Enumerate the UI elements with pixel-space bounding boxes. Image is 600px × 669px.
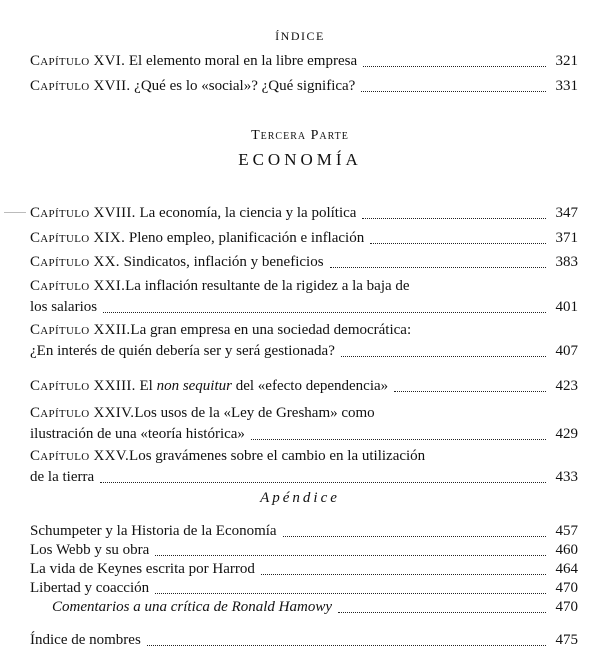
chapter-title-line2: ilustración de una «teoría histórica»	[30, 426, 245, 442]
toc-entry	[30, 403, 578, 445]
appendix-subtitle: Comentarios a una crítica de Ronald Hamowy	[52, 599, 332, 615]
chapter-number: Capítulo XIX.	[30, 230, 126, 246]
dot-leader	[251, 438, 546, 440]
chapter-number: Capítulo XVI.	[30, 53, 126, 69]
toc-entry	[30, 203, 578, 224]
dot-leader	[338, 611, 546, 613]
chapter-title: Pleno empleo, planificación e inflación	[128, 230, 365, 246]
page-number: 464	[555, 561, 578, 577]
appendix-title: Los Webb y su obra	[30, 542, 150, 558]
chapter-title: Sindicatos, inflación y beneficios	[123, 254, 324, 270]
page-number: 433	[555, 469, 578, 485]
chapter-number: Capítulo XXII.	[30, 322, 131, 338]
toc-entry	[30, 320, 578, 362]
scan-artifact-line	[4, 212, 26, 213]
page-number: 321	[555, 53, 578, 69]
dot-leader	[362, 217, 546, 219]
dot-leader	[341, 355, 546, 357]
page-number: 429	[555, 426, 578, 442]
dot-leader	[103, 311, 546, 313]
chapter-number: Capítulo XXI.	[30, 278, 126, 294]
appendix-title: La vida de Keynes escrita por Harrod	[30, 561, 255, 577]
dot-leader	[394, 390, 546, 392]
page-number: 475	[555, 632, 578, 648]
dot-leader	[361, 90, 546, 92]
chapter-number: Capítulo XVII.	[30, 78, 131, 94]
page-number: 347	[555, 205, 578, 221]
chapter-title-post: del «efecto dependencia»	[235, 378, 389, 394]
chapter-number: Capítulo XVIII.	[30, 205, 136, 221]
chapter-title-line2: de la tierra	[30, 469, 95, 485]
appendix-title: Schumpeter y la Historia de la Economía	[30, 523, 277, 539]
part-label: Tercera Parte	[251, 128, 349, 143]
toc-entry	[30, 630, 578, 651]
chapter-title-pre: El	[139, 378, 153, 394]
chapter-title-italic: non sequitur	[156, 378, 232, 394]
page-number: 470	[555, 599, 578, 615]
dot-leader	[147, 644, 546, 646]
chapter-title-line2: los salarios	[30, 299, 98, 315]
index-of-names: Índice de nombres	[30, 632, 141, 648]
chapter-title: La economía, la ciencia y la política	[139, 205, 357, 221]
dot-leader	[370, 242, 546, 244]
chapter-title-line1: La gran empresa en una sociedad democrática:	[130, 322, 412, 338]
toc-entry	[30, 252, 578, 273]
chapter-title: ¿Qué es lo «social»? ¿Qué significa?	[134, 78, 356, 94]
page-number: 371	[555, 230, 578, 246]
toc-entry	[30, 276, 578, 318]
dot-leader	[283, 535, 546, 537]
page-number: 470	[555, 580, 578, 596]
toc-entry	[30, 521, 578, 542]
dot-leader	[100, 481, 546, 483]
part-title: ECONOMÍA	[238, 150, 362, 169]
toc-entry	[30, 578, 578, 599]
chapter-number: Capítulo XX.	[30, 254, 120, 270]
chapter-number: Capítulo XXV.	[30, 448, 130, 464]
chapter-number: Capítulo XXIII.	[30, 378, 136, 394]
toc-entry	[30, 446, 578, 488]
chapter-title-line1: Los gravámenes sobre el cambio en la utilización	[129, 448, 426, 464]
toc-entry	[30, 540, 578, 561]
toc-entry	[52, 597, 578, 618]
page-number: 460	[555, 542, 578, 558]
dot-leader	[330, 266, 546, 268]
page-number: 401	[555, 299, 578, 315]
dot-leader	[155, 554, 546, 556]
page-number: 457	[555, 523, 578, 539]
toc-entry	[30, 76, 578, 97]
page-number: 407	[555, 343, 578, 359]
chapter-title-line1: Los usos de la «Ley de Gresham» como	[134, 405, 375, 421]
toc-entry	[30, 51, 578, 72]
dot-leader	[155, 592, 546, 594]
toc-entry	[30, 228, 578, 249]
page-number: 383	[555, 254, 578, 270]
chapter-title-line1: La inflación resultante de la rigidez a la baja de	[125, 278, 410, 294]
chapter-title: El elemento moral en la libre empresa	[128, 53, 358, 69]
chapter-number: Capítulo XXIV.	[30, 405, 135, 421]
chapter-title-line2: ¿En interés de quién debería ser y será gestionada?	[30, 343, 335, 359]
page-number: 423	[555, 378, 578, 394]
dot-leader	[363, 65, 546, 67]
page-number: 331	[555, 78, 578, 94]
appendix-heading: Apéndice	[260, 490, 340, 506]
toc-entry	[30, 559, 578, 580]
appendix-title: Libertad y coacción	[30, 580, 150, 596]
dot-leader	[261, 573, 546, 575]
toc-entry	[30, 376, 578, 397]
running-head: ÍNDICE	[275, 29, 325, 43]
